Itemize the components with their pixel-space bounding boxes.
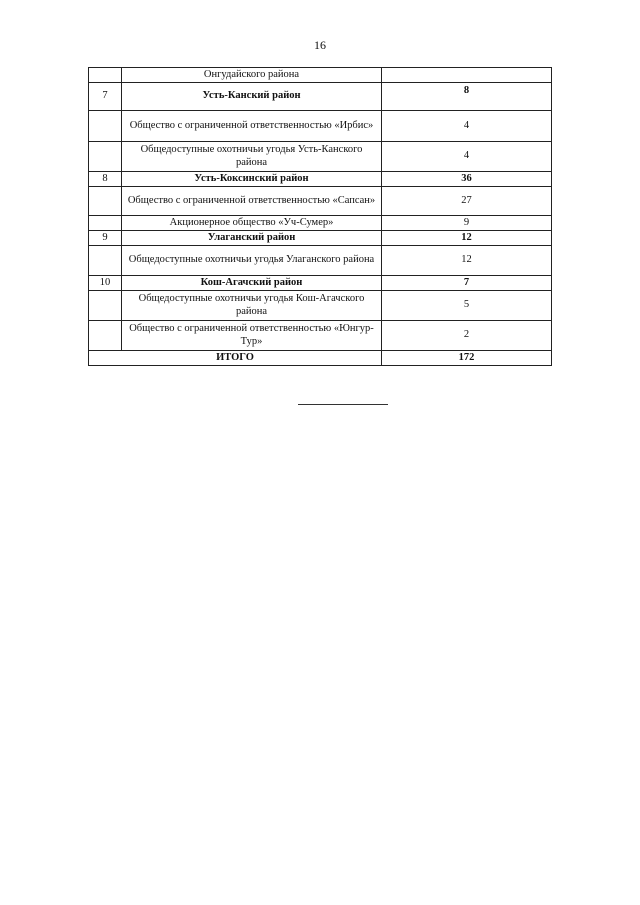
district-name: Усть-Канский район [122,83,382,111]
district-name: Кош-Агачский район [122,276,382,291]
district-total-value: 12 [382,231,552,246]
table-row [89,291,552,321]
district-total-value: 8 [382,83,552,111]
organization-name: Онгудайского района [122,68,382,83]
page-number: 16 [314,38,326,52]
count-value: 2 [382,321,552,351]
hunting-grounds-table-wrapper [88,67,551,366]
row-number: 9 [89,231,122,246]
count-value: 4 [382,142,552,172]
row-number [89,187,122,216]
row-number: 7 [89,83,122,111]
organization-name: Акционерное общество «Уч-Сумер» [122,216,382,231]
table-row [89,142,552,172]
count-value: 12 [382,246,552,276]
hunting-grounds-table [88,67,552,366]
table-row [89,111,552,142]
table-row [89,246,552,276]
total-label: ИТОГО [89,351,382,366]
district-name: Улаганский район [122,231,382,246]
table-row [89,187,552,216]
end-divider-line [298,404,388,405]
row-number [89,321,122,351]
district-name: Усть-Коксинский район [122,172,382,187]
organization-name: Общедоступные охотничьи угодья Кош-Агачского района [122,291,382,321]
count-value: 27 [382,187,552,216]
row-number [89,142,122,172]
count-value [382,68,552,83]
district-row [89,231,552,246]
total-row [89,351,552,366]
row-number: 8 [89,172,122,187]
row-number [89,246,122,276]
organization-name: Общество с ограниченной ответственностью «Юнгур-Тур» [122,321,382,351]
total-value: 172 [382,351,552,366]
count-value: 4 [382,111,552,142]
organization-name: Общество с ограниченной ответственностью «Ирбис» [122,111,382,142]
row-number [89,216,122,231]
district-row [89,172,552,187]
district-row [89,276,552,291]
row-number [89,111,122,142]
row-number: 10 [89,276,122,291]
row-number [89,68,122,83]
table-row [89,216,552,231]
count-value: 9 [382,216,552,231]
district-total-value: 7 [382,276,552,291]
table-row [89,68,552,83]
organization-name: Общество с ограниченной ответственностью «Сапсан» [122,187,382,216]
district-total-value: 36 [382,172,552,187]
organization-name: Общедоступные охотничьи угодья Усть-Канского района [122,142,382,172]
row-number [89,291,122,321]
table-body [89,68,552,366]
table-row [89,321,552,351]
organization-name: Общедоступные охотничьи угодья Улаганского района [122,246,382,276]
count-value: 5 [382,291,552,321]
district-row [89,83,552,111]
